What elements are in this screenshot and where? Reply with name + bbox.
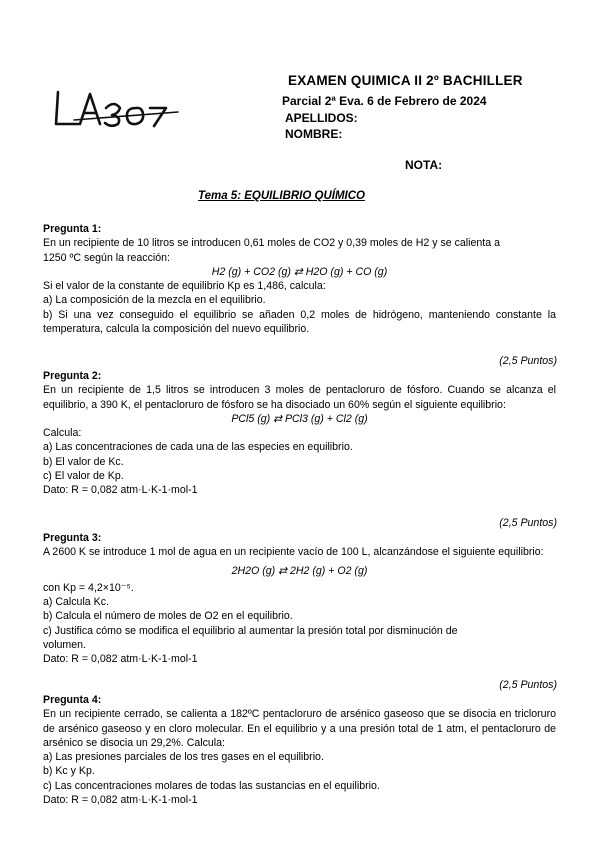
question-1-equation: H2 (g) + CO2 (g) ⇄ H2O (g) + CO (g) bbox=[211, 265, 388, 278]
question-1-line-3: Si el valor de la constante de equilibrio Kp es 1,486, calcula: bbox=[43, 280, 326, 293]
question-2-points: (2,5 Puntos) bbox=[499, 517, 557, 529]
question-4-part-c: c) Las concentraciones molares de todas las sustancias en el equilibrio. bbox=[43, 779, 380, 792]
question-2-part-b: b) El valor de Kc. bbox=[43, 455, 124, 468]
question-1-heading: Pregunta 1: bbox=[43, 223, 102, 235]
question-2-line-1: En un recipiente de 1,5 litros se introducen 3 moles de pentacloruro de fósforo. Cuando se alcanza el equilibrio, a 390 K, el pentacloruro de fósforo se ha disociado un 60% según el siguiente equilibrio: bbox=[43, 384, 556, 411]
question-3-part-c-line-2: volumen. bbox=[43, 639, 86, 652]
question-3-equation: 2H2O (g) ⇄ 2H2 (g) + O2 (g) bbox=[231, 564, 368, 577]
exam-title: EXAMEN QUIMICA II 2º BACHILLER bbox=[288, 73, 523, 88]
question-3-part-a: a) Calcula Kc. bbox=[43, 596, 109, 609]
question-4-part-a: a) Las presiones parciales de los tres gases en el equilibrio. bbox=[43, 751, 324, 764]
nota-label: NOTA: bbox=[405, 158, 443, 172]
exam-subtitle: Parcial 2ª Eva. 6 de Febrero de 2024 bbox=[282, 94, 487, 108]
question-1-line-1: En un recipiente de 10 litros se introducen 0,61 moles de CO2 y 0,39 moles de H2 y se calienta a bbox=[43, 237, 500, 250]
question-1 bbox=[43, 222, 556, 336]
question-3-dato: Dato: R = 0,082 atm·L·K-1·mol-1 bbox=[43, 653, 198, 666]
question-3-heading: Pregunta 3: bbox=[43, 532, 102, 544]
topic-title: Tema 5: EQUILIBRIO QUÍMICO bbox=[198, 190, 365, 202]
question-3-line-1: A 2600 K se introduce 1 mol de agua en un recipiente vacío de 100 L, alcanzándose el siguiente equilibrio: bbox=[43, 546, 544, 559]
question-1-part-a: a) La composición de la mezcla en el equilibrio. bbox=[43, 294, 266, 307]
question-3-part-c-line-1: c) Justifica cómo se modifica el equilibrio al aumentar la presión total por disminución de bbox=[43, 624, 458, 637]
question-2-equation: PCl5 (g) ⇄ PCl3 (g) + Cl2 (g) bbox=[231, 412, 368, 425]
apellidos-label: APELLIDOS: bbox=[285, 111, 358, 125]
question-4-part-b: b) Kc y Kp. bbox=[43, 765, 95, 778]
question-2-part-a: a) Las concentraciones de cada una de las especies en equilibrio. bbox=[43, 441, 353, 454]
question-3-points: (2,5 Puntos) bbox=[499, 679, 557, 691]
question-2-heading: Pregunta 2: bbox=[43, 370, 102, 382]
question-1-points: (2,5 Puntos) bbox=[499, 355, 557, 367]
logo bbox=[48, 86, 188, 136]
question-4-line-1: En un recipiente cerrado, se calienta a 182ºC pentacloruro de arsénico gaseoso que se disocia en tricloruro de arsénico gaseoso y en cloro molecular. En el equilibrio y a una presión total de 1 atm, el pentacloruro de arsénico se disocia un 29,2%. Calcula: bbox=[43, 708, 556, 749]
question-1-part-b: b) Si una vez conseguido el equilibrio se añaden 0,2 moles de hidrógeno, manteniendo constante la temperatura, calcula la composición del nuevo equilibrio. bbox=[43, 308, 556, 336]
question-2-dato: Dato: R = 0,082 atm·L·K-1·mol-1 bbox=[43, 484, 198, 497]
question-2-part-c: c) El valor de Kp. bbox=[43, 470, 124, 483]
question-4-dato: Dato: R = 0,082 atm·L·K-1·mol-1 bbox=[43, 794, 198, 807]
question-4 bbox=[43, 693, 556, 807]
question-3 bbox=[43, 531, 556, 667]
question-3-kp: con Kp = 4,2×10⁻⁵. bbox=[43, 581, 134, 594]
question-3-part-b: b) Calcula el número de moles de O2 en el equilibrio. bbox=[43, 610, 293, 623]
question-2-calcula: Calcula: bbox=[43, 427, 82, 440]
nombre-label: NOMBRE: bbox=[285, 127, 343, 141]
question-1-line-2: 1250 ºC según la reacción: bbox=[43, 251, 170, 264]
question-2 bbox=[43, 369, 556, 498]
question-4-heading: Pregunta 4: bbox=[43, 694, 102, 706]
